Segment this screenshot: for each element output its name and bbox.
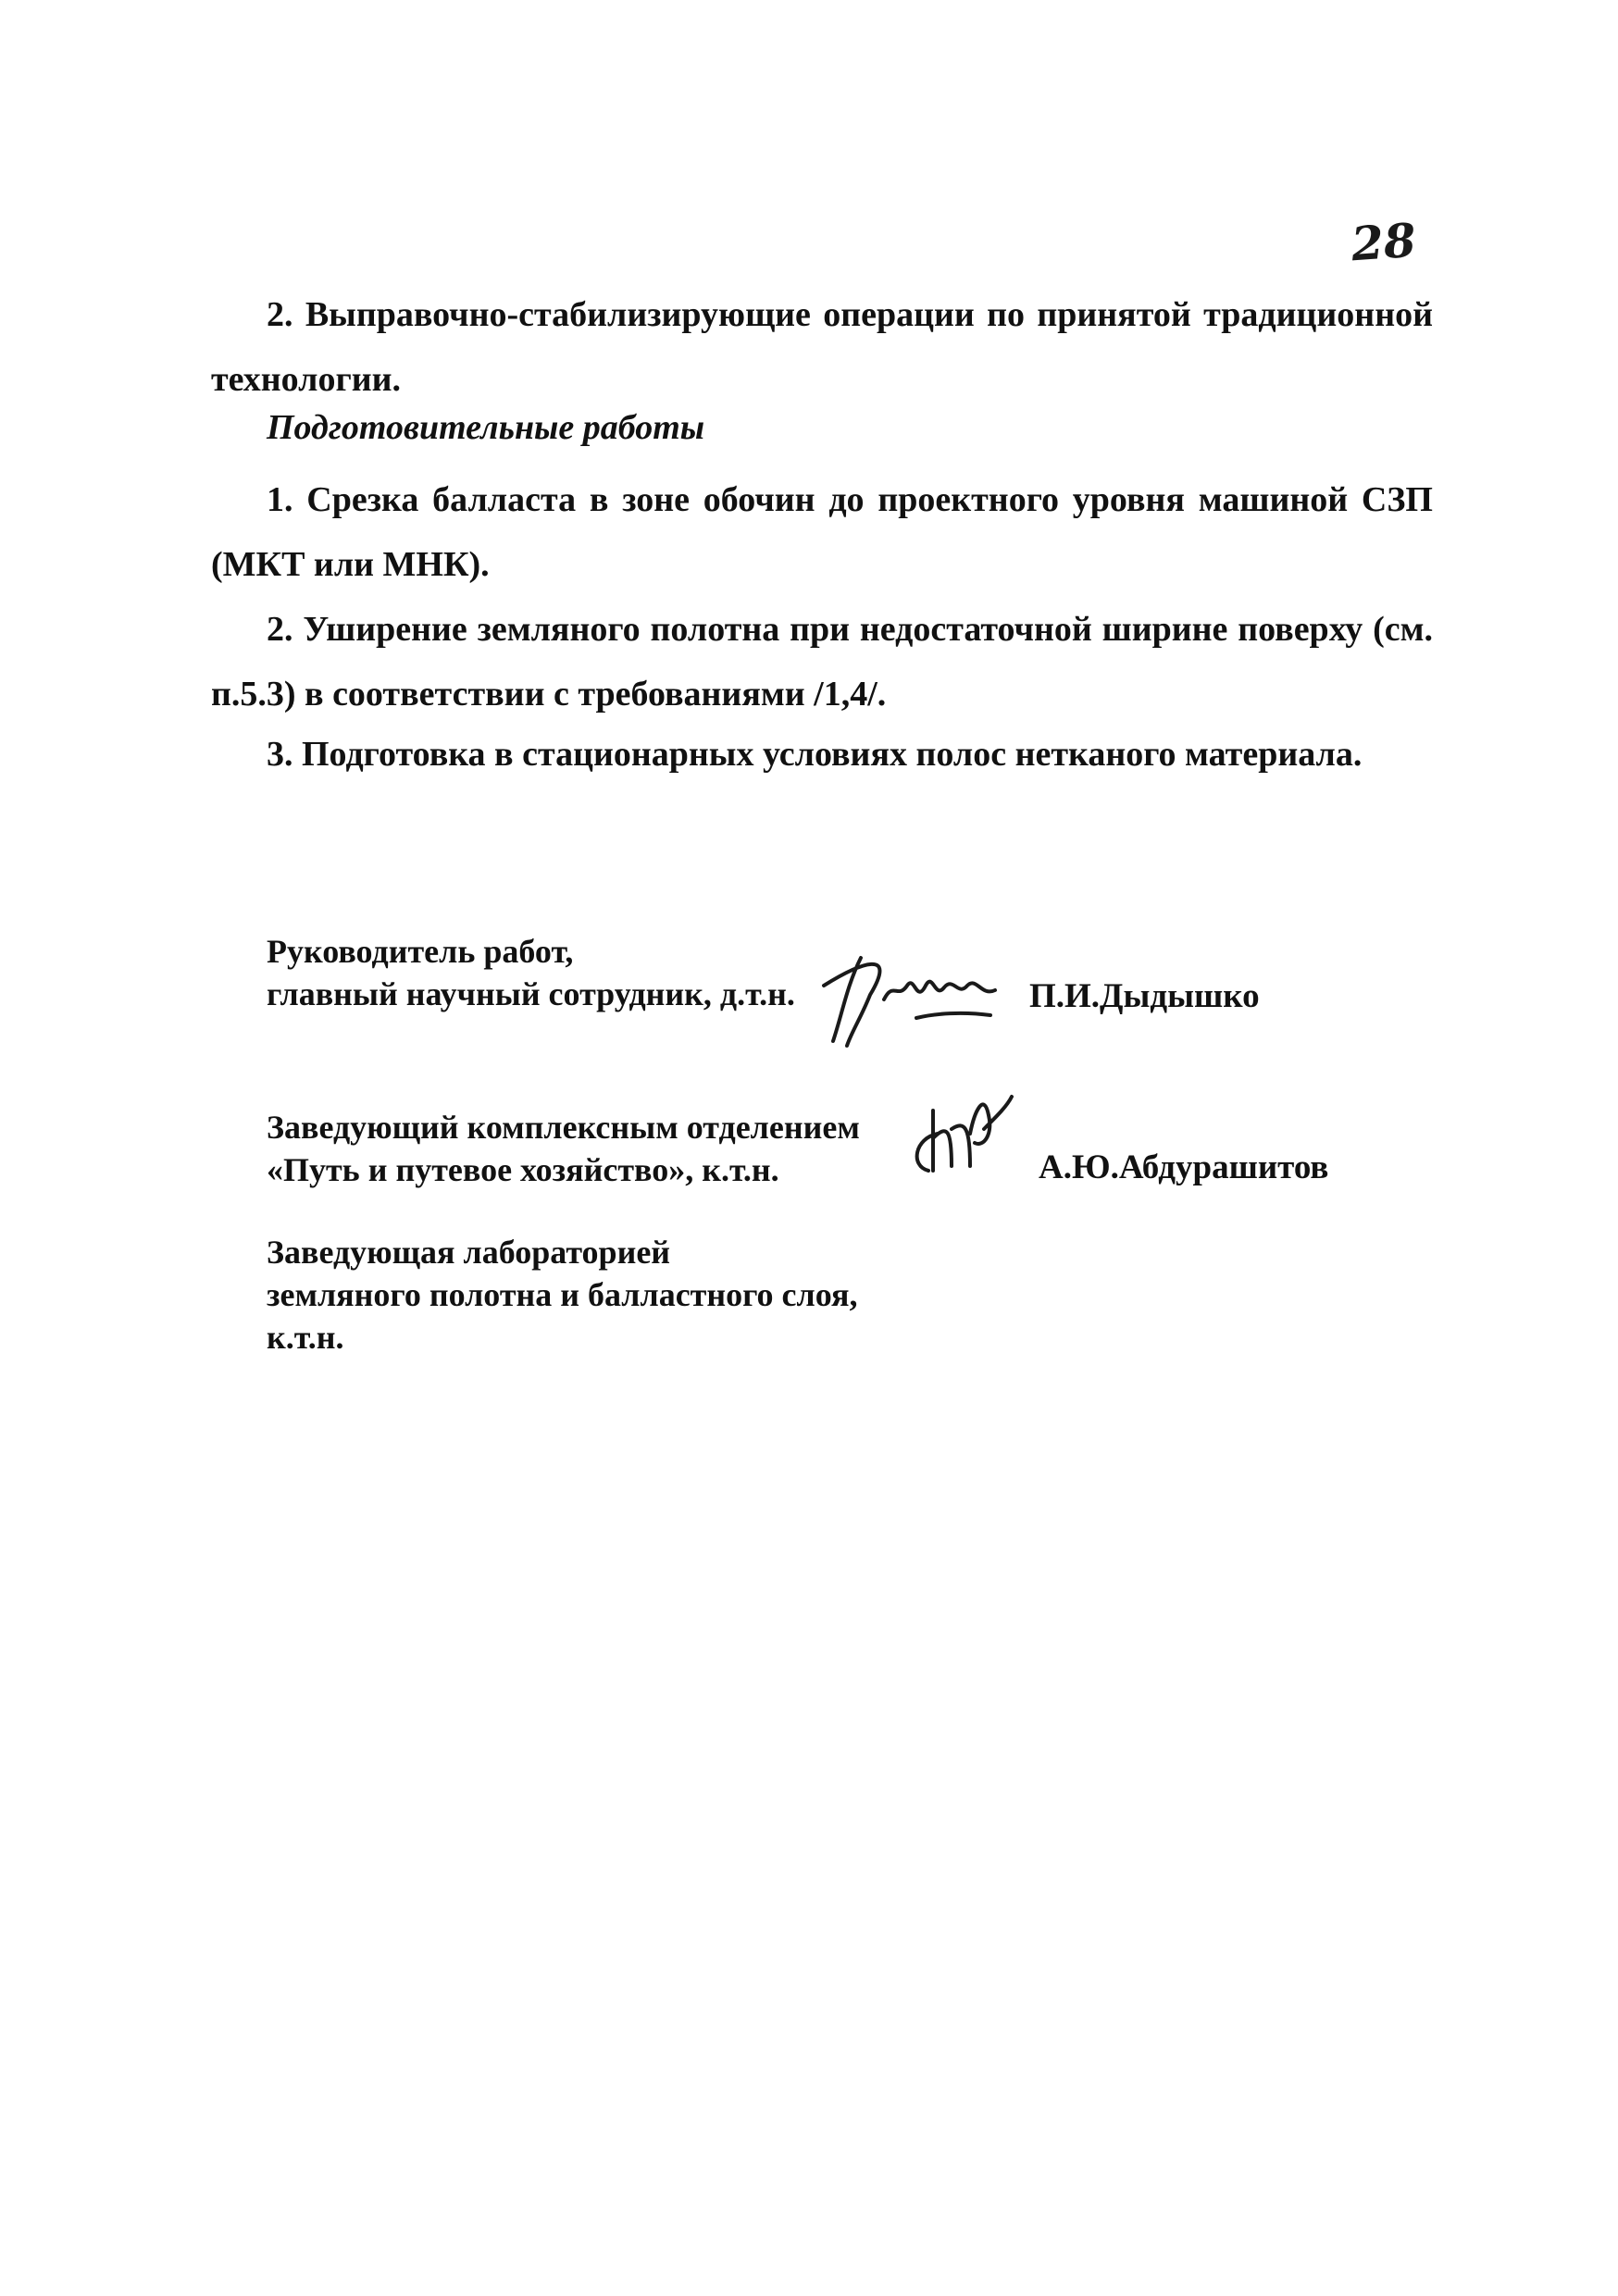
- handwritten-signature-icon: [896, 1083, 1016, 1185]
- signatory-position-1: [267, 930, 795, 1015]
- signatory-2-line-2: «Путь и путевое хозяйство», к.т.н.: [267, 1151, 779, 1188]
- paragraph-roadbed-widening: 2. Уширение земляного полотна при недостаточной ширине поверху (см. п.5.3) в соответствии с требованиями /1,4/.: [211, 610, 1433, 714]
- signatory-2-name: А.Ю.Абдурашитов: [1039, 1148, 1329, 1186]
- signatory-2-line-1: Заведующий комплексным отделением: [267, 1109, 860, 1146]
- signatory-position-3: [267, 1231, 858, 1359]
- paragraph-stabilizing-operations: 2. Выправочно-стабилизирующие операции по принятой традиционной технологии.: [211, 295, 1433, 399]
- signatory-1-name: П.И.Дыдышко: [1029, 977, 1260, 1015]
- signatory-1-line-1: Руководитель работ,: [267, 933, 574, 970]
- signatory-3-line-1: Заведующая лабораторией: [267, 1234, 671, 1271]
- signatory-1-line-2: главный научный сотрудник, д.т.н.: [267, 975, 795, 1012]
- section-heading: Подготовительные работы: [267, 408, 705, 447]
- paragraph-material-preparation: 3. Подготовка в стационарных условиях полос нетканого материала.: [267, 735, 1363, 774]
- handwritten-signature-icon: [805, 930, 1018, 1060]
- signatory-3-line-3: к.т.н.: [267, 1319, 344, 1356]
- signatory-position-2: [267, 1106, 860, 1191]
- paragraph-ballast-cutting: 1. Срезка балласта в зоне обочин до проектного уровня машиной СЗП (МКТ или МНК).: [211, 480, 1433, 584]
- signatory-3-line-2: земляного полотна и балластного слоя,: [267, 1276, 858, 1313]
- page-number: 28: [1350, 212, 1418, 272]
